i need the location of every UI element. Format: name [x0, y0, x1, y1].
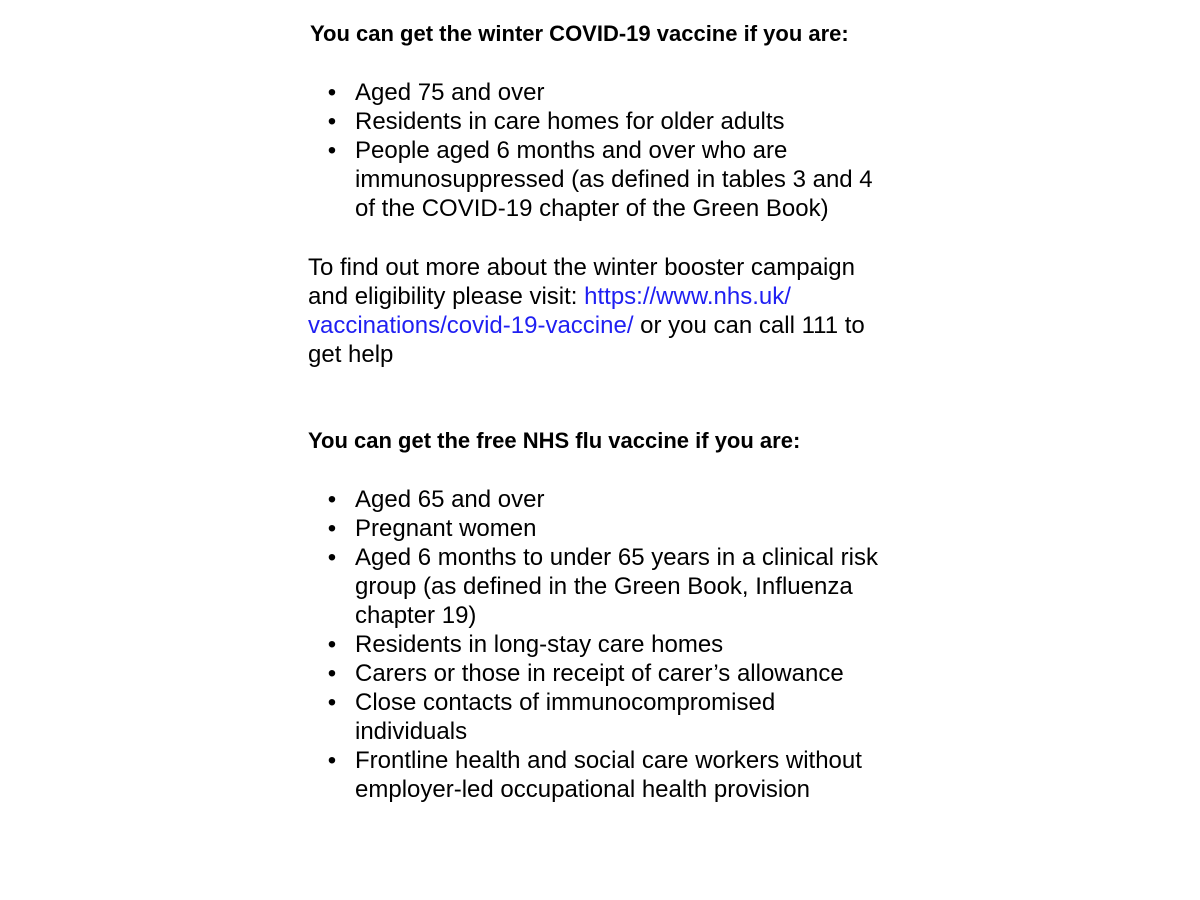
- list-item: [308, 107, 908, 136]
- paragraph-line: To find out more about the winter booster campaign: [308, 254, 855, 281]
- list-item-line: individuals: [355, 718, 468, 745]
- bullet-icon: •: [327, 631, 337, 658]
- bullet-icon: •: [327, 486, 337, 513]
- list-item: [308, 514, 908, 543]
- list-item: [308, 688, 908, 746]
- list-item: [308, 78, 908, 107]
- list-item-line: Aged 65 and over: [355, 486, 545, 513]
- flu-eligibility-list: [308, 485, 908, 804]
- bullet-icon: •: [327, 544, 337, 571]
- list-item-line: employer-led occupational health provision: [355, 776, 810, 803]
- list-item-line: Carers or those in receipt of carer’s allowance: [355, 660, 844, 687]
- list-item: [308, 485, 908, 514]
- bullet-icon: •: [327, 689, 337, 716]
- link-text-part2: vaccinations/covid-19-vaccine/: [308, 312, 634, 339]
- bullet-icon: •: [327, 515, 337, 542]
- bullet-icon: •: [327, 660, 337, 687]
- list-item-line: Aged 6 months to under 65 years in a clinical risk: [355, 544, 878, 571]
- list-item: [308, 659, 908, 688]
- list-item: [308, 630, 908, 659]
- list-item-line: Residents in long-stay care homes: [355, 631, 724, 658]
- bullet-icon: •: [327, 137, 337, 164]
- bullet-icon: •: [327, 79, 337, 106]
- link-text-part1: https://www.nhs.uk/: [584, 283, 791, 310]
- list-item-line: Frontline health and social care workers without: [355, 747, 862, 774]
- list-item-line: Aged 75 and over: [355, 79, 545, 106]
- list-item-line: Close contacts of immunocompromised: [355, 689, 776, 716]
- list-item-line: People aged 6 months and over who are: [355, 137, 788, 164]
- bullet-icon: •: [327, 108, 337, 135]
- list-item-line: group (as defined in the Green Book, Influenza: [355, 573, 853, 600]
- paragraph-line: and eligibility please visit:: [308, 283, 585, 310]
- list-item-line: chapter 19): [355, 602, 477, 629]
- flu-vaccine-heading: You can get the free NHS flu vaccine if you are:: [308, 428, 801, 453]
- list-item-line: of the COVID-19 chapter of the Green Book): [355, 195, 829, 222]
- covid-vaccine-heading: You can get the winter COVID-19 vaccine if you are:: [310, 21, 849, 46]
- paragraph-line: or you can call 111 to: [633, 312, 865, 339]
- list-item-line: Pregnant women: [355, 515, 537, 542]
- list-item: [308, 746, 908, 804]
- more-info-paragraph: [308, 253, 908, 369]
- paragraph-line: get help: [308, 341, 394, 368]
- covid-eligibility-list: [308, 78, 908, 223]
- list-item: [308, 136, 908, 223]
- list-item: [308, 543, 908, 630]
- bullet-icon: •: [327, 747, 337, 774]
- list-item-line: Residents in care homes for older adults: [355, 108, 785, 135]
- list-item-line: immunosuppressed (as defined in tables 3 and 4: [355, 166, 873, 193]
